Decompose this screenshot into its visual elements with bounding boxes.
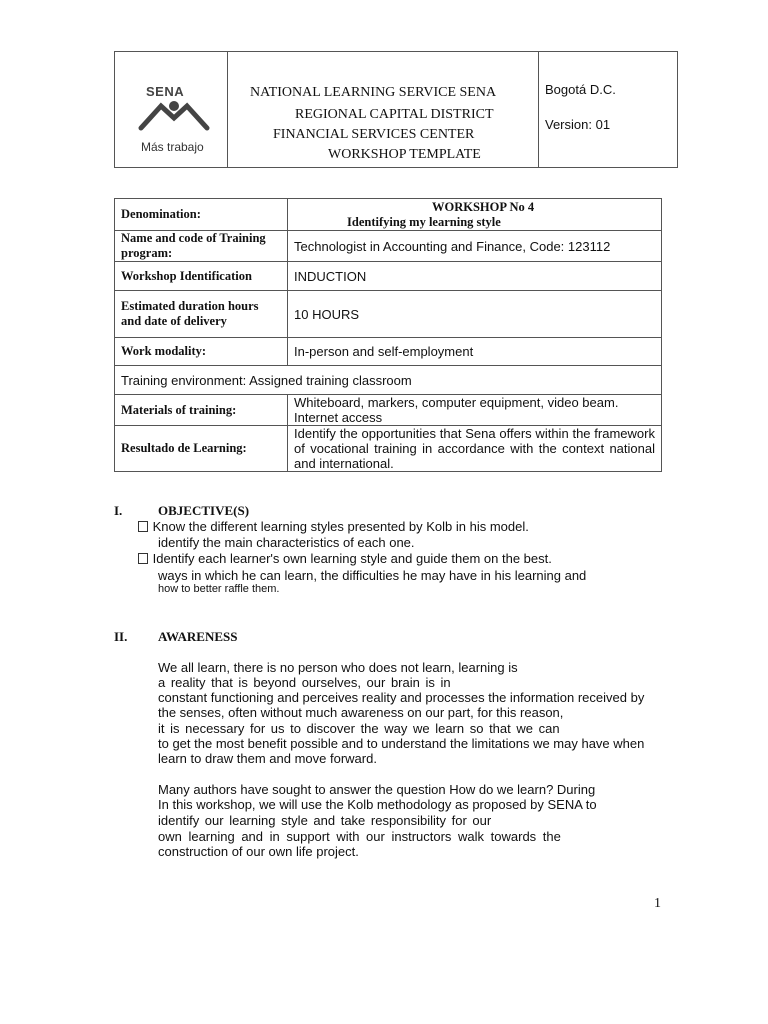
logo-text: SENA: [146, 84, 185, 99]
paragraph-line: the senses, often without much awareness on our part, for this reason,: [158, 705, 564, 720]
paragraph-line: learn to draw them and move forward.: [158, 751, 377, 766]
workshop-number: WORKSHOP No 4: [432, 199, 535, 214]
modality-value: In-person and self-employment: [288, 338, 662, 366]
page-number: 1: [654, 896, 661, 911]
header-title-line: FINANCIAL SERVICES CENTER: [273, 127, 475, 142]
table-row: [115, 338, 662, 366]
section-number: II.: [114, 629, 128, 644]
objective-text: identify the main characteristics of each one.: [158, 535, 415, 550]
table-row: [115, 395, 662, 426]
header-title-line: WORKSHOP TEMPLATE: [328, 147, 481, 162]
environment-cell: Training environment: Assigned training classroom: [115, 366, 662, 395]
materials-label: Materials of training:: [115, 395, 288, 426]
header-version: Version: 01: [545, 117, 611, 132]
objective-bullet: [138, 551, 552, 566]
objective-text: Know the different learning styles presented by Kolb in his model.: [149, 519, 529, 534]
program-label: Name and code of Training program:: [115, 231, 288, 262]
header-title-line: NATIONAL LEARNING SERVICE SENA: [250, 85, 497, 100]
identification-value: INDUCTION: [288, 262, 662, 291]
header-title-line: REGIONAL CAPITAL DISTRICT: [295, 107, 494, 122]
table-row: [115, 366, 662, 395]
objective-bullet: [138, 519, 529, 534]
table-row: [115, 262, 662, 291]
program-value: Technologist in Accounting and Finance, Code: 123112: [288, 231, 662, 262]
result-label: Resultado de Learning:: [115, 426, 288, 472]
paragraph-line: Many authors have sought to answer the question How do we learn? During: [158, 782, 596, 797]
objective-text: ways in which he can learn, the difficulties he may have in his learning and: [158, 568, 587, 583]
denomination-label: Denomination:: [115, 199, 288, 231]
paragraph-line: a reality that is beyond ourselves, our brain is in: [158, 675, 451, 690]
duration-value: 10 HOURS: [288, 291, 662, 338]
header-city: Bogotá D.C.: [545, 82, 616, 97]
table-row: [115, 231, 662, 262]
modality-label: Work modality:: [115, 338, 288, 366]
denomination-cell: [288, 199, 662, 231]
paragraph-line: own learning and in support with our instructors walk towards the: [158, 829, 561, 844]
table-row: [115, 426, 662, 472]
header-divider: [538, 52, 539, 167]
paragraph-line: identify our learning style and take responsibility for our: [158, 813, 492, 828]
section-heading: OBJECTIVE(S): [158, 503, 250, 518]
paragraph-line: to get the most benefit possible and to understand the limitations we may have when: [158, 736, 645, 751]
section-heading: AWARENESS: [158, 629, 238, 644]
objective-text: how to better raffle them.: [158, 583, 280, 595]
paragraph-line: We all learn, there is no person who does not learn, learning is: [158, 660, 518, 675]
bullet-icon: [138, 553, 148, 564]
result-value: Identify the opportunities that Sena offers within the framework of vocational training in accordance with the context national and international.: [288, 426, 662, 472]
table-row: [115, 291, 662, 338]
objective-text: Identify each learner's own learning style and guide them on the best.: [149, 551, 552, 566]
header-box: [114, 51, 678, 168]
header-divider: [227, 52, 228, 167]
logo-tagline: Más trabajo: [141, 140, 204, 154]
workshop-info-table: [114, 198, 662, 472]
paragraph-line: constant functioning and perceives reality and processes the information received by: [158, 690, 645, 705]
paragraph-line: In this workshop, we will use the Kolb methodology as proposed by SENA to: [158, 797, 597, 812]
workshop-title: Identifying my learning style: [347, 214, 501, 229]
identification-label: Workshop Identification: [115, 262, 288, 291]
sena-logo: [129, 66, 219, 156]
bullet-icon: [138, 521, 148, 532]
duration-label: Estimated duration hours and date of delivery: [115, 291, 288, 338]
materials-value: Whiteboard, markers, computer equipment, video beam. Internet access: [288, 395, 662, 426]
section-number: I.: [114, 503, 123, 518]
paragraph-line: construction of our own life project.: [158, 844, 359, 859]
paragraph-line: it is necessary for us to discover the way we learn so that we can: [158, 721, 560, 736]
table-row: [115, 199, 662, 231]
